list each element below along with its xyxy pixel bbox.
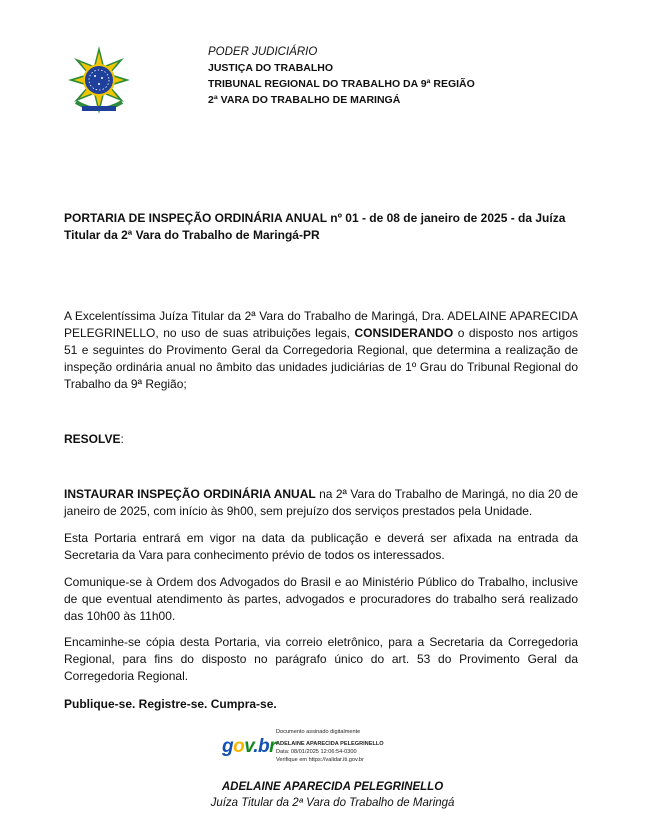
paragraph-comunique: Comunique-se à Ordem dos Advogados do Brasil e ao Ministério Público do Trabalho, inclusive de que eventual atendimento às partes, advogados e procuradores do trabalho será realizado das 10h00 às 11h00. [64,575,578,623]
document-title: PORTARIA DE INSPEÇÃO ORDINÁRIA ANUAL nº 01 - de 08 de janeiro de 2025 - da Juíza Titular da 2ª Vara do Trabalho de Maringá-PR [64,211,566,242]
paragraph-vigor: Esta Portaria entrará em vigor na data da publicação e deverá ser afixada na entrada da Secretaria da Vara para conhecimento prévio de todos os interessados. [64,531,578,562]
paragraph-encaminhe: Encaminhe-se cópia desta Portaria, via correio eletrônico, para a Secretaria da Corregedoria Regional, para fins do disposto no parágrafo único do art. 53 do Provimento Geral da Corregedoria Regional. [64,635,578,683]
p2-text: na 2ª Vara do Trabalho de Maringá, no dia 20 de janeiro de 2025, com início às 9h00, sem prejuízo dos serviços prestados pela Unidade. [64,487,579,518]
resolve-label: RESOLVE [64,432,121,446]
signature-date: Data: 08/01/2025 12:06:54-0300 [276,749,357,755]
signature-label: Documento assinado digitalmente [276,729,361,735]
header-line-justica: JUSTIÇA DO TRABALHO [208,62,334,74]
signer-name: ADELAINE APARECIDA PELEGRINELLO [221,781,444,793]
signature-verify: Verifique em https://validar.iti.gov.br [276,757,364,763]
header-line-tribunal: TRIBUNAL REGIONAL DO TRABALHO DA 9ª REGIÃO [208,78,475,90]
digital-signature-stamp [222,726,422,770]
paragraph-instaurar [64,486,578,520]
paragraph-considerando [64,308,578,393]
signer-role: Juíza Titular da 2ª Vara do Trabalho de Maringá [210,797,455,809]
p1-text-c: o disposto nos artigos 51 e seguintes do Provimento Geral da Corregedoria Regional, que determina a realização de inspeção ordinária anual no âmbito das unidades judiciárias de 1º Grau do Tribunal Regional do Trabalho da 9ª Região; [64,326,579,391]
closing-line: Publique-se. Registre-se. Cumpra-se. [64,697,277,711]
p2-bold: INSTAURAR INSPEÇÃO ORDINÁRIA ANUAL [64,487,316,501]
resolve-heading [64,431,578,448]
coat-of-arms-icon [66,44,132,116]
header-line-poder: PODER JUDICIÁRIO [208,46,318,58]
p1-text-a: A Excelentíssima Juíza Titular da 2ª Vara do Trabalho de Maringá, Dra. ADELAINE APARECIDA PELEGRINELLO, no uso de suas atribuições legais, [64,309,578,340]
signature-name: ADELAINE APARECIDA PELEGRINELLO [276,741,384,747]
header-line-vara: 2ª VARA DO TRABALHO DE MARINGÁ [208,94,401,106]
p1-considerando: CONSIDERANDO [354,326,454,340]
govbr-logo-icon: gov.br [222,736,277,757]
resolve-colon: : [120,432,124,446]
